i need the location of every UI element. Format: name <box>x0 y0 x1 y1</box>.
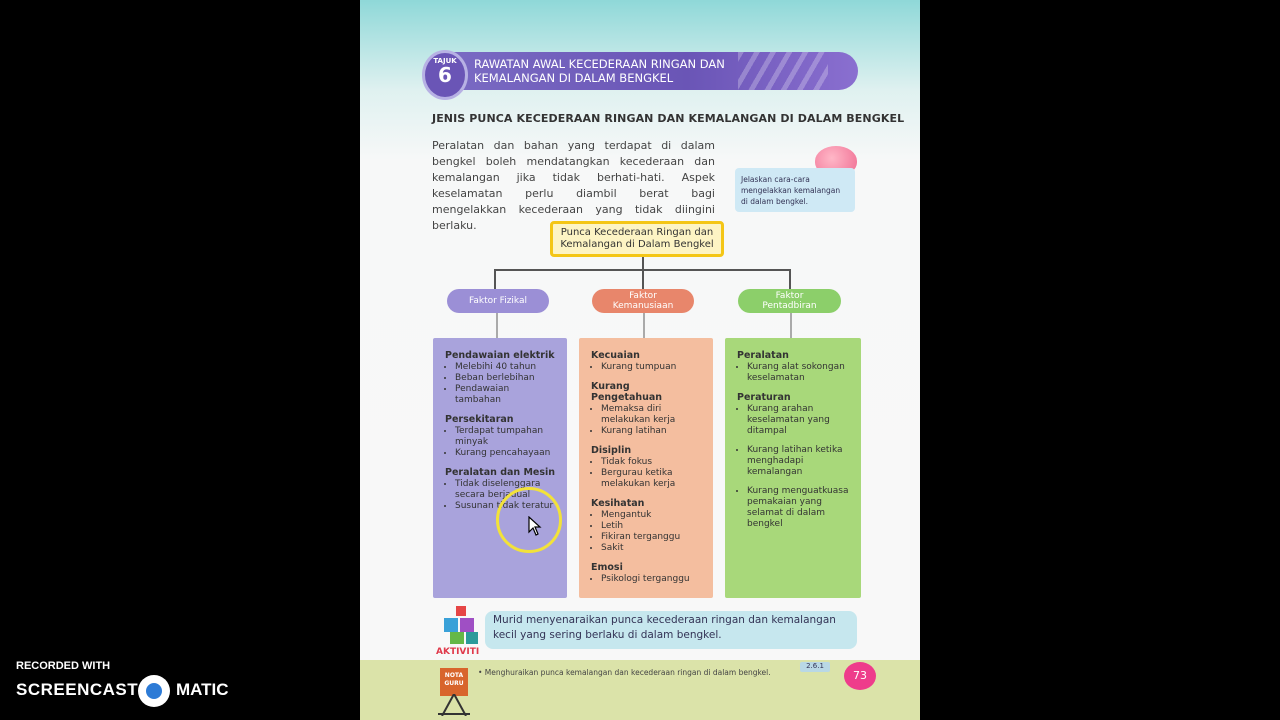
list-item: • Sakit <box>601 543 703 554</box>
group-title: Disiplin <box>591 445 632 456</box>
root-line1: Punca Kecederaan Ringan dan <box>560 227 714 238</box>
connector-line <box>643 313 645 338</box>
column-human <box>579 338 713 598</box>
list-item: • Bergurau ketika melakukan kerja <box>601 468 703 490</box>
list-item: • Memaksa diri melakukan kerja <box>601 404 703 426</box>
mouse-cursor-icon <box>528 516 542 536</box>
list-item: • Kurang alat sokongan keselamatan <box>747 362 851 384</box>
watermark-brand-right: MATIC <box>176 680 229 699</box>
group-title: Kurang Pengetahuan <box>591 381 663 403</box>
list-item: • Kurang pencahayaan <box>455 448 557 459</box>
easel-icon <box>434 694 474 716</box>
section-title: JENIS PUNCA KECEDERAAN RINGAN DAN KEMALANGAN DI DALAM BENGKEL <box>432 112 905 125</box>
topic-title <box>474 57 804 85</box>
group-title: Kesihatan <box>591 498 645 509</box>
textbook-page <box>360 0 920 720</box>
activity-label: AKTIVITI <box>436 647 480 657</box>
root-line2: Kemalangan di Dalam Bengkel <box>560 239 714 250</box>
column-admin <box>725 338 861 598</box>
category-label: Faktor Fizikal <box>469 296 527 306</box>
puzzle-icon <box>440 604 480 646</box>
list-item: • Psikologi terganggu <box>601 574 703 585</box>
category-label: Kemanusiaan <box>612 301 674 311</box>
item-list <box>737 404 851 530</box>
category-physical <box>447 289 549 313</box>
connector-line <box>496 313 498 338</box>
item-list <box>445 362 557 406</box>
tajuk-label: TAJUK <box>433 57 457 65</box>
item-list <box>591 362 703 373</box>
list-item: • Fikiran terganggu <box>601 532 703 543</box>
list-item: • Tidak diselenggara secara berjadual <box>455 479 557 501</box>
column-physical <box>433 338 567 598</box>
page-number: 73 <box>844 662 876 690</box>
category-label: Faktor <box>775 291 804 301</box>
intro-paragraph: Peralatan dan bahan yang terdapat di dalam bengkel boleh mendatangkan kecederaan dan kemalangan jika tidak berhati-hati. Aspek keselamatan perlu diambil berat bagi mengelakkan kecederaan yang tidak diingini berlaku. <box>432 139 715 232</box>
group-title: Persekitaran <box>445 414 514 425</box>
nota-guru-icon <box>440 668 468 696</box>
group-title: Peralatan <box>737 350 789 361</box>
connector-line <box>789 269 791 289</box>
diagram-root <box>550 221 724 257</box>
watermark-brand-left: SCREENCAST <box>16 680 139 699</box>
category-human <box>592 289 694 313</box>
list-item: • Letih <box>601 521 703 532</box>
list-item: • Kurang latihan <box>601 426 703 437</box>
list-item: • Pendawaian tambahan <box>455 384 557 406</box>
teacher-note: • Menghuraikan punca kemalangan dan kecederaan ringan di dalam bengkel. <box>478 668 771 677</box>
item-list <box>445 426 557 459</box>
list-item: • Kurang menguatkuasa pemakaian yang selamat di dalam bengkel <box>747 486 851 530</box>
tajuk-badge <box>422 50 468 100</box>
group-title: Peralatan dan Mesin <box>445 467 556 478</box>
nota-label: NOTA <box>444 672 464 679</box>
list-item: • Mengantuk <box>601 510 703 521</box>
connector-line <box>790 313 792 338</box>
list-item: • Beban berlebihan <box>455 373 557 384</box>
group-title: Peraturan <box>737 392 791 403</box>
item-list <box>737 362 851 384</box>
item-list <box>591 574 703 585</box>
topic-title-line1: RAWATAN AWAL KECEDERAAN RINGAN DAN <box>474 57 725 71</box>
guru-label: GURU <box>444 680 464 687</box>
category-label: Faktor <box>629 291 657 301</box>
thinking-note: Jelaskan cara-cara mengelakkan kemalangan di dalam bengkel. <box>735 168 855 212</box>
item-list <box>591 404 703 437</box>
list-item: • Kurang latihan ketika menghadapi kemalangan <box>747 445 851 478</box>
list-item: • Tidak fokus <box>601 457 703 468</box>
recorded-with-label: RECORDED WITH <box>16 660 111 672</box>
tajuk-number: 6 <box>438 63 452 87</box>
list-item: • Terdapat tumpahan minyak <box>455 426 557 448</box>
screencast-logo-icon <box>138 675 170 707</box>
group-title: Kecuaian <box>591 350 640 361</box>
list-item: • Melebihi 40 tahun <box>455 362 557 373</box>
list-item: • Kurang arahan keselamatan yang ditampal <box>747 404 851 437</box>
item-list <box>591 510 703 554</box>
category-admin <box>738 289 841 313</box>
activity-text: Murid menyenaraikan punca kecederaan ringan dan kemalangan kecil yang sering berlaku di dalam bengkel. <box>485 611 857 649</box>
list-item: • Susunan tidak teratur <box>455 501 557 512</box>
connector-line <box>494 269 496 289</box>
item-list <box>591 457 703 490</box>
topic-title-line2: KEMALANGAN DI DALAM BENGKEL <box>474 71 674 85</box>
list-item: • Kurang tumpuan <box>601 362 703 373</box>
category-label: Pentadbiran <box>762 301 817 311</box>
group-title: Pendawaian elektrik <box>445 350 555 361</box>
reference-badge: 2.6.1 <box>800 662 830 672</box>
group-title: Emosi <box>591 562 623 573</box>
connector-line <box>642 269 644 289</box>
